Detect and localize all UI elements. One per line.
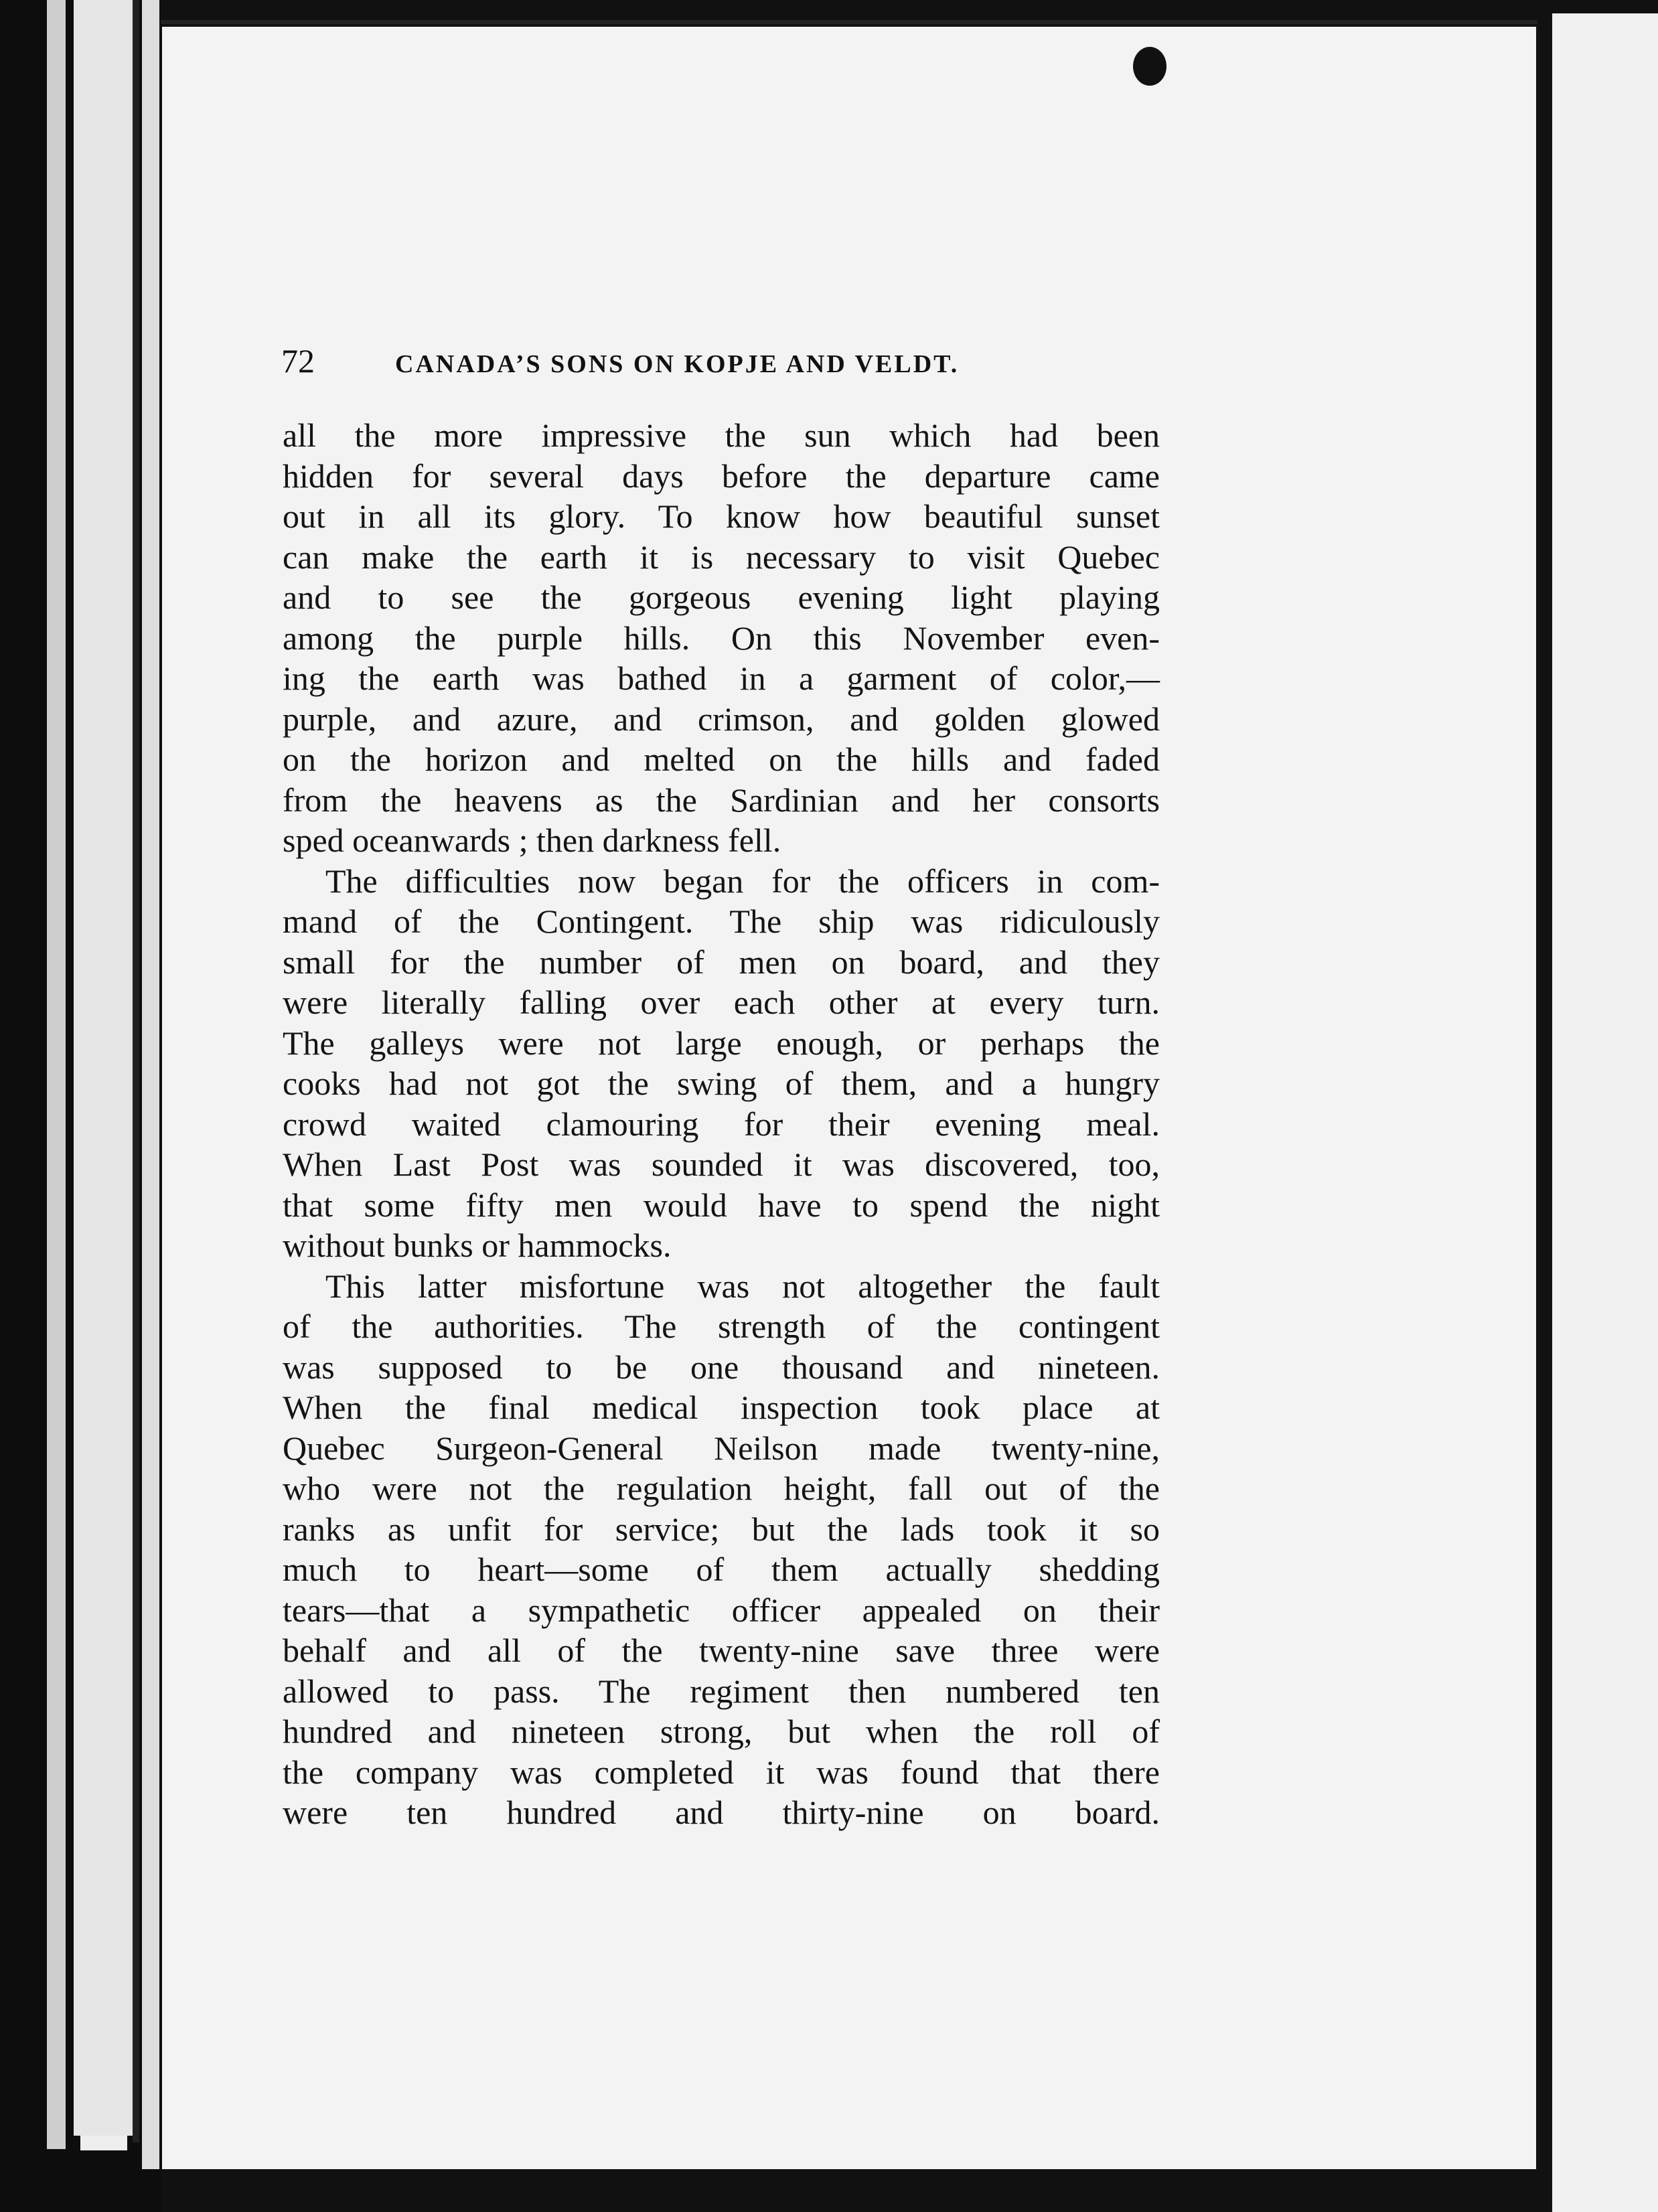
text-line: ranks as unfit for service; but the lads took it so bbox=[283, 1510, 1160, 1548]
text-line: ing the earth was bathed in a garment of color,— bbox=[283, 659, 1160, 697]
text-line: The difficulties now began for the officers in com- bbox=[325, 862, 1160, 900]
text-line: on the horizon and melted on the hills and faded bbox=[283, 740, 1160, 778]
paragraph-2 bbox=[283, 861, 1160, 1266]
text-line: all the more impressive the sun which had been bbox=[283, 416, 1160, 454]
text-line: out in all its glory. To know how beautiful sunset bbox=[283, 497, 1160, 535]
top-rule bbox=[161, 20, 1540, 24]
text-line: behalf and all of the twenty-nine save three were bbox=[283, 1632, 1160, 1669]
text-line: of the authorities. The strength of the contingent bbox=[283, 1308, 1160, 1345]
text-line: allowed to pass. The regiment then numbered ten bbox=[283, 1672, 1160, 1710]
text-line: can make the earth it is necessary to visit Quebec bbox=[283, 538, 1160, 576]
text-line: from the heavens as the Sardinian and her consorts bbox=[283, 781, 1160, 819]
gutter-shadow bbox=[1537, 7, 1550, 2212]
page-edge-strip bbox=[47, 0, 66, 2149]
text-line: The galleys were not large enough, or perhaps the bbox=[283, 1024, 1160, 1062]
body-text bbox=[283, 415, 1160, 1833]
page-edge-strip bbox=[74, 0, 134, 2136]
running-head bbox=[281, 341, 1205, 380]
text-line: When Last Post was sounded it was discovered, too, bbox=[283, 1146, 1160, 1183]
text-line: tears—that a sympathetic officer appealed on their bbox=[283, 1591, 1160, 1629]
text-line: small for the number of men on board, and they bbox=[283, 943, 1160, 981]
paragraph-1 bbox=[283, 415, 1160, 861]
text-line: This latter misfortune was not altogether the fault bbox=[325, 1267, 1160, 1305]
book-edge-left bbox=[0, 0, 161, 2212]
text-line: cooks had not got the swing of them, and a hungry bbox=[283, 1064, 1160, 1102]
text-line: much to heart—some of them actually shedding bbox=[283, 1551, 1160, 1588]
text-line: hidden for several days before the departure came bbox=[283, 457, 1160, 495]
text-line: without bunks or hammocks. bbox=[283, 1227, 672, 1264]
page-edge-strip bbox=[133, 0, 139, 2142]
paragraph-3 bbox=[283, 1266, 1160, 1833]
text-line: was supposed to be one thousand and nineteen. bbox=[283, 1348, 1160, 1386]
punch-hole bbox=[1133, 47, 1166, 86]
text-line: that some fifty men would have to spend the night bbox=[283, 1186, 1160, 1224]
page-edge-strip bbox=[142, 0, 159, 2169]
text-line: hundred and nineteen strong, but when the roll of bbox=[283, 1713, 1160, 1750]
facing-page-edge bbox=[1552, 13, 1658, 2212]
page-number: 72 bbox=[281, 342, 315, 380]
text-line: mand of the Contingent. The ship was ridiculously bbox=[283, 902, 1160, 940]
text-line: and to see the gorgeous evening light playing bbox=[283, 578, 1160, 616]
text-line: crowd waited clamouring for their evening meal. bbox=[283, 1105, 1160, 1143]
text-line: were literally falling over each other at every turn. bbox=[283, 983, 1160, 1021]
text-line: Quebec Surgeon-General Neilson made twenty-nine, bbox=[283, 1429, 1160, 1467]
running-title: CANADA’S SONS ON KOPJE AND VELDT. bbox=[395, 350, 960, 378]
text-line: the company was completed it was found that there bbox=[283, 1753, 1160, 1791]
edge-mark bbox=[80, 2136, 127, 2150]
text-line: among the purple hills. On this November even- bbox=[283, 619, 1160, 657]
text-line: When the final medical inspection took place at bbox=[283, 1389, 1160, 1426]
text-line: purple, and azure, and crimson, and golden glowed bbox=[283, 700, 1160, 738]
text-line: sped oceanwards ; then darkness fell. bbox=[283, 821, 781, 859]
text-line: who were not the regulation height, fall out of the bbox=[283, 1470, 1160, 1507]
text-line: were ten hundred and thirty-nine on board. bbox=[283, 1794, 1160, 1831]
